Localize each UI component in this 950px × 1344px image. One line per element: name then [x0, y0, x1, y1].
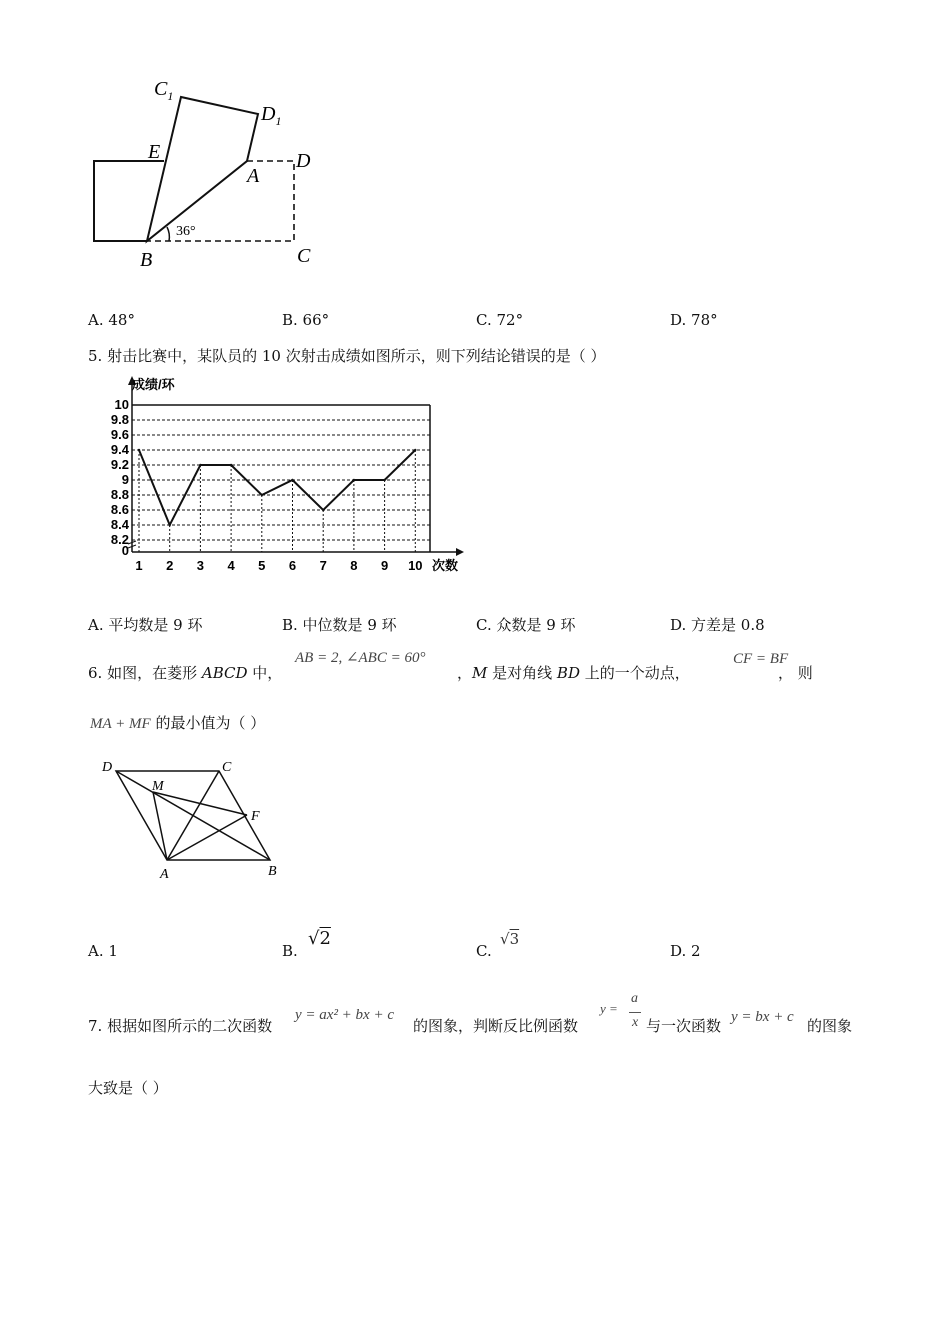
q7-stem-mid1: 的图象，判断反比例函数	[413, 1017, 579, 1035]
q7-stem-mid2: 与一次函数	[646, 1017, 722, 1035]
folded-rectangle-figure	[80, 70, 340, 280]
chart-ytick-label: 0	[121, 543, 129, 558]
q6-stem-mid1: 中，	[247, 664, 283, 682]
q7-math-quadratic: y = ax² + bx + c	[295, 1007, 394, 1023]
q6-option-c-radical: √3	[500, 930, 520, 948]
q6-stem-line1b	[457, 662, 690, 683]
q5-option-a: A. 平均数是 9 环	[88, 616, 203, 634]
chart-ytick-label: 8.6	[110, 502, 129, 517]
q7-frac-bar	[629, 1012, 641, 1013]
chart-xtick-label: 9	[380, 558, 389, 573]
chart-ylabel: 成绩/环	[132, 377, 175, 392]
chart-ytick-label: 10	[114, 397, 129, 412]
q7-math-linear: y = bx + c	[731, 1009, 794, 1025]
chart-ytick-label: 9.6	[110, 427, 129, 442]
q6-stem-mid3: 上的一个动点，	[579, 664, 690, 682]
q4-option-c: C. 72°	[476, 311, 524, 329]
chart-ytick-label: 8.4	[110, 517, 129, 532]
q6-option-b	[282, 942, 298, 960]
rhombus-label-d: D	[102, 760, 113, 775]
q7-frac-y: y =	[600, 1001, 618, 1016]
score-line-chart	[92, 372, 472, 582]
q6-option-b-prefix: B.	[282, 942, 298, 960]
chart-xtick-label: 2	[166, 558, 174, 573]
q4-option-b: B. 66°	[282, 311, 330, 329]
chart-xtick-label: 7	[319, 558, 327, 573]
q6-line2-text: 的最小值为（ ）	[150, 714, 266, 732]
q6-stem-line2	[90, 712, 265, 733]
rect-left-edges	[94, 161, 164, 241]
chart-data-point	[291, 479, 293, 481]
chart-series-line	[139, 450, 415, 525]
label-c: C	[297, 245, 311, 267]
rhombus-label-a: A	[160, 867, 169, 882]
q6-option-c-prefix: C.	[476, 942, 492, 960]
chart-data-point	[169, 524, 171, 526]
rhombus-label-c: C	[222, 760, 232, 775]
q6-stem-mid2: 是对角线	[487, 664, 557, 682]
q5-stem: 5. 射击比赛中，某队员的 10 次射击成绩如图所示，则下列结论错误的是（ ）	[88, 347, 606, 365]
chart-data-point	[353, 479, 355, 481]
chart-ytick-label: 8.8	[110, 487, 129, 502]
folded-quadrilateral	[147, 97, 258, 241]
q6-option-c-radicand: 3	[509, 930, 520, 948]
q6-math-ma-mf: MA + MF	[90, 716, 151, 732]
chart-xtick-label: 6	[288, 558, 297, 573]
chart-xtick-label: 10	[408, 558, 423, 573]
chart-xtick-label: 1	[135, 558, 143, 573]
segment-a-f	[167, 815, 247, 860]
chart-ytick-label: 8.2	[110, 532, 129, 547]
chart-data-point	[414, 449, 416, 451]
rhombus-label-b: B	[268, 864, 277, 879]
q6-math-ab-angle: AB = 2, ∠ABC = 60°	[295, 650, 426, 666]
chart-xlabel: 次数	[432, 558, 459, 573]
chart-ytick-label: 9.8	[110, 412, 129, 427]
rect-dashed-edges	[147, 161, 294, 241]
q7-stem-line2: 大致是（ ）	[88, 1079, 168, 1097]
q5-option-c: C. 众数是 9 环	[476, 616, 576, 634]
q6-comma: ，	[457, 664, 473, 682]
label-d: D	[296, 150, 311, 172]
label-a: A	[247, 165, 260, 187]
angle-arc	[167, 227, 169, 241]
chart-data-point	[261, 494, 263, 496]
q6-stem-line1	[88, 662, 282, 683]
rhombus-label-m: M	[152, 779, 164, 794]
q6-option-a: A. 1	[88, 942, 118, 960]
label-c1: $C_1$	[154, 78, 174, 103]
q6-option-c	[476, 942, 492, 960]
q6-m: M	[472, 664, 488, 682]
q6-option-b-radicand: 2	[319, 928, 331, 949]
q6-option-d: D. 2	[670, 942, 701, 960]
q4-option-d: D. 78°	[670, 311, 718, 329]
label-e: E	[148, 141, 161, 163]
chart-data-point	[199, 464, 201, 466]
chart-data-point	[230, 464, 232, 466]
diagonal-ac	[167, 771, 219, 860]
label-angle-36: 36°	[176, 224, 196, 239]
chart-xtick-label: 8	[350, 558, 358, 573]
rhombus-figure	[96, 752, 296, 887]
chart-xtick-label: 5	[258, 558, 266, 573]
chart-xtick-label: 4	[227, 558, 235, 573]
chart-data-point	[138, 449, 140, 451]
q7-frac-num: a	[631, 991, 638, 1006]
q6-math-cf-bf: CF = BF	[733, 651, 789, 667]
q5-option-b: B. 中位数是 9 环	[282, 616, 397, 634]
q6-option-b-radical: √2	[308, 928, 331, 949]
q6-stem-prefix: 6. 如图，在菱形	[88, 664, 202, 682]
q4-option-a: A. 48°	[88, 311, 135, 329]
chart-x-axis-arrow	[456, 548, 464, 556]
label-b: B	[140, 249, 153, 271]
q6-stem-end: ， 则	[778, 664, 813, 682]
rhombus-label-f: F	[251, 809, 260, 824]
q5-option-d: D. 方差是 0.8	[670, 616, 765, 634]
chart-ytick-label: 9	[121, 472, 129, 487]
q6-abcd: ABCD	[201, 664, 248, 682]
label-d1: $D_1$	[261, 103, 282, 128]
q6-bd: BD	[556, 664, 580, 682]
q7-frac-den: x	[632, 1015, 639, 1030]
chart-xtick-label: 3	[196, 558, 205, 573]
q7-stem-prefix: 7. 根据如图所示的二次函数	[88, 1017, 273, 1035]
segment-m-a	[153, 792, 167, 860]
chart-ytick-label: 9.2	[110, 457, 129, 472]
chart-ytick-label: 9.4	[110, 442, 129, 457]
chart-data-point	[322, 509, 324, 511]
chart-data-point	[383, 479, 385, 481]
q7-stem-end: 的图象	[807, 1017, 853, 1035]
